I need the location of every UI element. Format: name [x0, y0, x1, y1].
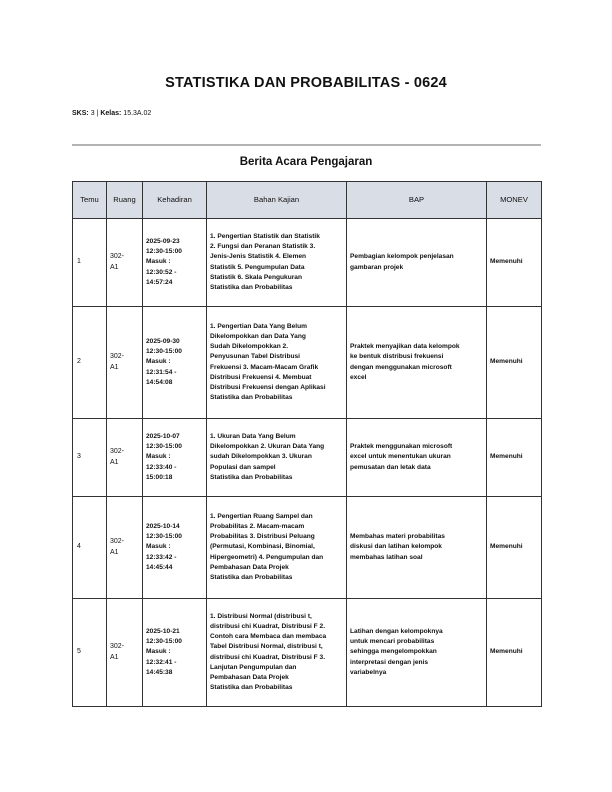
cell-bahan-kajian [207, 497, 347, 599]
cell-bahan-kajian [207, 599, 347, 707]
cell-bahan-kajian-line: 1. Pengertian Data Yang Belum [210, 322, 307, 330]
cell-bahan-kajian-line: Probabilitas 3. Distribusi Peluang [210, 533, 315, 541]
cell-ruang [107, 219, 143, 307]
cell-bahan-kajian-line: sudah Dikelompokkan 3. Ukuran [210, 453, 312, 461]
cell-bap-line: Pembagian kelompok penjelasan [350, 253, 454, 261]
cell-bap-line: ke bentuk distribusi frekuensi [350, 353, 444, 361]
section-title: Berita Acara Pengajaran [239, 156, 373, 168]
cell-bahan-kajian-line: distribusi chi Kuadrat, Distribusi F 3. [210, 653, 326, 661]
cell-bahan-kajian-line: Distribusi Frekuensi dengan Aplikasi [210, 383, 326, 391]
cell-bap-line: excel untuk menentukan ukuran [350, 453, 451, 461]
cell-kehadiran-line: 12:30:52 - [146, 268, 177, 276]
cell-bahan-kajian-line: distribusi chi Kuadrat, Distribusi F 2. [210, 622, 326, 630]
cell-bahan-kajian-line: Dikelompokkan 2. Ukuran Data Yang [210, 443, 325, 451]
cell-bap-line: interpretasi dengan jenis [350, 658, 429, 666]
cell-bahan-kajian [207, 419, 347, 497]
table-header-row [73, 182, 542, 219]
cell-kehadiran-line: 2025-09-30 [146, 337, 180, 345]
cell-ruang [107, 599, 143, 707]
cell-bap [347, 219, 487, 307]
cell-ruang-line: A1 [110, 363, 119, 371]
cell-kehadiran-line: 14:45:38 [146, 668, 173, 676]
cell-kehadiran [143, 599, 207, 707]
cell-kehadiran-line: Masuk : [146, 258, 171, 266]
document-title: STATISTIKA DAN PROBABILITAS - 0624 [165, 75, 447, 91]
cell-bap-line: gambaran projek [350, 263, 404, 271]
cell-bahan-kajian [207, 307, 347, 419]
cell-kehadiran-line: 12:30-15:00 [146, 638, 182, 646]
cell-ruang [107, 419, 143, 497]
cell-temu: 1 [73, 219, 107, 307]
cell-bahan-kajian-line: 1. Pengertian Ruang Sampel dan [210, 512, 313, 520]
cell-kehadiran-line: Masuk : [146, 358, 171, 366]
cell-bap-line: sehingga mengelompokkan [350, 648, 437, 656]
cell-bap-line: Praktek menyajikan data kelompok [350, 343, 460, 351]
table-row [73, 497, 542, 599]
cell-bap-line: membahas latihan soal [350, 553, 423, 561]
cell-bap-line: pemusatan dan letak data [350, 463, 431, 471]
table-body [73, 219, 542, 707]
table-row [73, 599, 542, 707]
cell-ruang [107, 307, 143, 419]
cell-bahan-kajian-line: Jenis-Jenis Statistik 4. Elemen [210, 253, 307, 261]
cell-kehadiran [143, 497, 207, 599]
table-row [73, 219, 542, 307]
cell-bap-line: excel [350, 373, 367, 381]
cell-ruang-line: A1 [110, 458, 119, 466]
cell-kehadiran [143, 219, 207, 307]
cell-bap-line: dengan menggunakan microsoft [350, 363, 452, 371]
cell-kehadiran-line: 2025-10-21 [146, 627, 180, 635]
cell-kehadiran-line: 2025-10-14 [146, 522, 180, 530]
sks-value: 3 [90, 110, 95, 117]
cell-bahan-kajian-line: 1. Distribusi Normal (distribusi t, [210, 612, 312, 620]
cell-ruang [107, 497, 143, 599]
column-header-monev: MONEV [487, 182, 542, 219]
cell-ruang-line: A1 [110, 263, 119, 271]
cell-bahan-kajian-line: Statistik 5. Pengumpulan Data [210, 263, 305, 271]
cell-bahan-kajian-line: (Permutasi, Kombinasi, Binomial, [210, 543, 315, 551]
cell-kehadiran-line: 12:30-15:00 [146, 443, 182, 451]
cell-temu: 4 [73, 497, 107, 599]
cell-bahan-kajian-line: Pembahasan Data Projek [210, 563, 289, 571]
cell-kehadiran-line: 15:00:18 [146, 473, 173, 481]
cell-bahan-kajian-line: Statistika dan Probabilitas [210, 394, 293, 402]
cell-bahan-kajian-line: Hipergeometri) 4. Pengumpulan dan [210, 553, 324, 561]
cell-temu: 3 [73, 419, 107, 497]
cell-kehadiran-line: 12:32:41 - [146, 658, 177, 666]
column-header-kehadiran: Kehadiran [143, 182, 207, 219]
cell-ruang-line: 302- [110, 447, 125, 455]
cell-bap [347, 419, 487, 497]
kelas-value: 15.3A.02 [123, 110, 152, 117]
column-header-ruang: Ruang [107, 182, 143, 219]
cell-ruang-line: 302- [110, 642, 125, 650]
cell-kehadiran-line: 14:45:44 [146, 563, 173, 571]
cell-monev: Memenuhi [487, 419, 542, 497]
cell-kehadiran-line: 12:33:42 - [146, 553, 177, 561]
cell-bahan-kajian-line: 1. Pengertian Statistik dan Statistik [210, 232, 320, 240]
cell-ruang-line: A1 [110, 548, 119, 556]
cell-bap-line: variabelnya [350, 668, 387, 676]
cell-monev: Memenuhi [487, 307, 542, 419]
cell-kehadiran-line: 12:30-15:00 [146, 248, 182, 256]
cell-bahan-kajian-line: Statistika dan Probabilitas [210, 574, 293, 582]
column-header-bahan-kajian: Bahan Kajian [207, 182, 347, 219]
cell-bahan-kajian-line: Statistika dan Probabilitas [210, 684, 293, 692]
course-meta [72, 110, 151, 117]
cell-kehadiran-line: Masuk : [146, 543, 171, 551]
cell-bap [347, 599, 487, 707]
cell-ruang-line: A1 [110, 653, 119, 661]
cell-kehadiran-line: 12:33:40 - [146, 463, 177, 471]
cell-bahan-kajian-line: Populasi dan sampel [210, 463, 276, 471]
cell-kehadiran [143, 307, 207, 419]
cell-bahan-kajian-line: Pembahasan Data Projek [210, 673, 289, 681]
header-divider [72, 144, 541, 146]
cell-bahan-kajian-line: Lanjutan Pengumpulan dan [210, 663, 297, 671]
column-header-bap: BAP [347, 182, 487, 219]
cell-kehadiran-line: 12:30-15:00 [146, 533, 182, 541]
cell-bap-line: Praktek menggunakan microsoft [350, 443, 453, 451]
cell-bahan-kajian-line: Distribusi Frekuensi 4. Membuat [210, 373, 312, 381]
cell-ruang-line: 302- [110, 252, 125, 260]
meta-separator: | [96, 110, 99, 117]
cell-kehadiran-line: Masuk : [146, 453, 171, 461]
kelas-label: Kelas: [100, 110, 122, 117]
teaching-record-table [72, 181, 542, 707]
cell-monev: Memenuhi [487, 219, 542, 307]
cell-bahan-kajian-line: Statistik 6. Skala Pengukuran [210, 273, 302, 281]
table-row [73, 307, 542, 419]
cell-bap [347, 307, 487, 419]
cell-kehadiran-line: 2025-10-07 [146, 432, 180, 440]
cell-kehadiran-line: 12:30-15:00 [146, 348, 182, 356]
cell-bahan-kajian-line: Penyusunan Tabel Distribusi [210, 353, 301, 361]
cell-bahan-kajian-line: Statistika dan Probabilitas [210, 473, 293, 481]
cell-kehadiran-line: 12:31:54 - [146, 368, 177, 376]
cell-kehadiran [143, 419, 207, 497]
cell-bap-line: untuk mencari probabilitas [350, 638, 435, 646]
cell-bap-line: Membahas materi probabilitas [350, 533, 445, 541]
cell-temu: 5 [73, 599, 107, 707]
cell-bap-line: Latihan dengan kelompoknya [350, 627, 443, 635]
cell-monev: Memenuhi [487, 497, 542, 599]
cell-bahan-kajian-line: Frekuensi 3. Macam-Macam Grafik [210, 363, 319, 371]
cell-kehadiran-line: 14:54:08 [146, 378, 173, 386]
cell-bahan-kajian-line: 1. Ukuran Data Yang Belum [210, 432, 296, 440]
cell-bahan-kajian-line: Dikelompokkan dan Data Yang [210, 332, 306, 340]
cell-bap-line: diskusi dan latihan kelompok [350, 543, 442, 551]
cell-kehadiran-line: 2025-09-23 [146, 237, 180, 245]
cell-bahan-kajian-line: Sudah Dikelompokkan 2. [210, 343, 289, 351]
cell-kehadiran-line: 14:57:24 [146, 278, 173, 286]
cell-ruang-line: 302- [110, 352, 125, 360]
sks-label: SKS: [72, 110, 89, 117]
cell-ruang-line: 302- [110, 537, 125, 545]
cell-bahan-kajian-line: Statistika dan Probabilitas [210, 283, 293, 291]
cell-bap [347, 497, 487, 599]
cell-temu: 2 [73, 307, 107, 419]
cell-monev: Memenuhi [487, 599, 542, 707]
column-header-temu: Temu [73, 182, 107, 219]
cell-bahan-kajian-line: Tabel Distribusi Normal, distribusi t, [210, 643, 323, 651]
table-row [73, 419, 542, 497]
cell-bahan-kajian-line: 2. Fungsi dan Peranan Statistik 3. [210, 243, 316, 251]
cell-bahan-kajian [207, 219, 347, 307]
cell-bahan-kajian-line: Contoh cara Membaca dan membaca [210, 633, 327, 641]
cell-bahan-kajian-line: Probabilitas 2. Macam-macam [210, 522, 305, 530]
cell-kehadiran-line: Masuk : [146, 648, 171, 656]
